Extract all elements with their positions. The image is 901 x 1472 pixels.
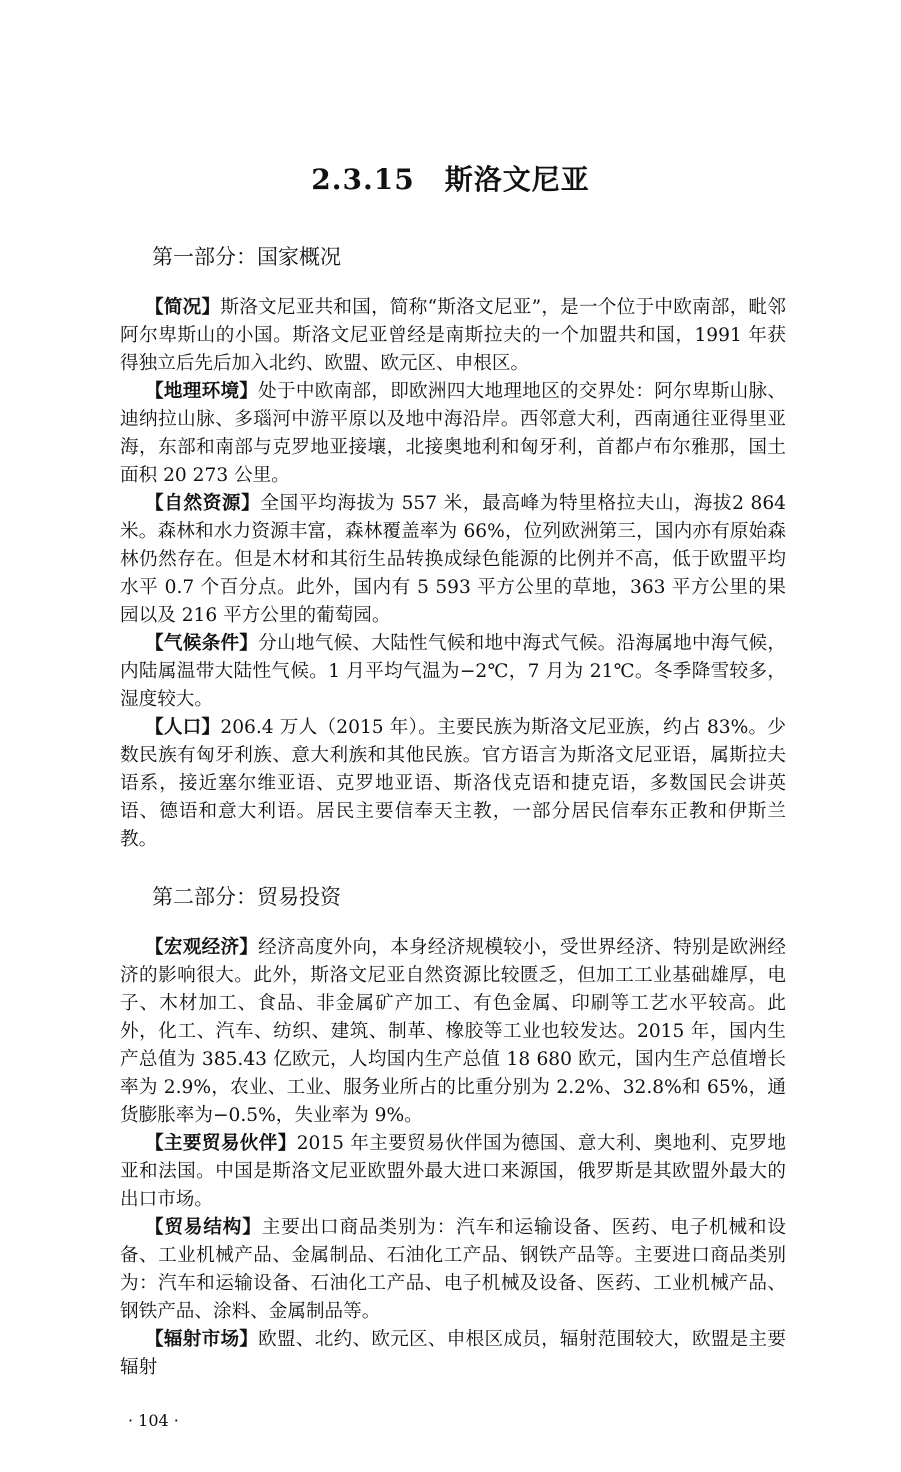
part1-body: [120, 294, 786, 854]
paragraph-trade-structure: [120, 1214, 786, 1326]
section-number: 2.3.15: [311, 163, 415, 196]
paragraph-text: 206.4 万人（2015 年）。主要民族为斯洛文尼亚族，约占 83%。少数民族有匈牙利族、意大利族和其他民族。官方语言为斯洛文尼亚语，属斯拉夫语系，接近塞尔维亚语、克罗地亚语、斯洛伐克语和捷克语，多数国民会讲英语、德语和意大利语。居民主要信奉天主教，一部分居民信奉东正教和伊斯兰教。: [120, 717, 786, 850]
paragraph-text: 处于中欧南部，即欧洲四大地理地区的交界处：阿尔卑斯山脉、迪纳拉山脉、多瑙河中游平原以及地中海沿岸。西邻意大利，西南通往亚得里亚海，东部和南部与克罗地亚接壤，北接奥地利和匈牙利，首都卢布尔雅那，国土面积 20 273 公里。: [120, 381, 786, 486]
section-title: [0, 160, 901, 200]
paragraph-resources: [120, 490, 786, 630]
paragraph-climate: [120, 630, 786, 714]
paragraph-text: 分山地气候、大陆性气候和地中海式气候。沿海属地中海气候，内陆属温带大陆性气候。1 月平均气温为−2℃，7 月为 21℃。冬季降雪较多，湿度较大。: [120, 633, 786, 710]
paragraph-text: 主要出口商品类别为：汽车和运输设备、医药、电子机械和设备、工业机械产品、金属制品、石油化工产品、钢铁产品等。主要进口商品类别为：汽车和运输设备、石油化工产品、电子机械及设备、医药、工业机械产品、钢铁产品、涂料、金属制品等。: [120, 1217, 786, 1322]
paragraph-text: 欧盟、北约、欧元区、申根区成员，辐射范围较大，欧盟是主要辐射: [120, 1329, 786, 1378]
paragraph-label: 【自然资源】: [145, 493, 261, 514]
paragraph-text: 2015 年主要贸易伙伴国为德国、意大利、奥地利、克罗地亚和法国。中国是斯洛文尼亚欧盟外最大进口来源国，俄罗斯是其欧盟外最大的出口市场。: [120, 1133, 786, 1210]
paragraph-text: 全国平均海拔为 557 米，最高峰为特里格拉夫山，海拔2 864米。森林和水力资源丰富，森林覆盖率为 66%，位列欧洲第三，国内亦有原始森林仍然存在。但是木材和其衍生品转换成绿色能源的比例并不高，低于欧盟平均水平 0.7 个百分点。此外，国内有 5 593 平方公里的草地，363 平方公里的果园以及 216 平方公里的葡萄园。: [120, 493, 786, 626]
paragraph-macro-economy: [120, 934, 786, 1130]
paragraph-label: 【主要贸易伙伴】: [145, 1133, 297, 1154]
paragraph-label: 【人口】: [145, 717, 221, 738]
paragraph-population: [120, 714, 786, 854]
part2-heading: 第二部分：贸易投资: [152, 885, 341, 909]
part1-heading: 第一部分：国家概况: [152, 245, 341, 269]
paragraph-trade-partners: [120, 1130, 786, 1214]
paragraph-label: 【辐射市场】: [145, 1329, 259, 1350]
paragraph-text: 斯洛文尼亚共和国，简称“斯洛文尼亚”，是一个位于中欧南部，毗邻阿尔卑斯山的小国。斯洛文尼亚曾经是南斯拉夫的一个加盟共和国，1991 年获得独立后先后加入北约、欧盟、欧元区、申根区。: [120, 297, 786, 374]
paragraph-label: 【简况】: [145, 297, 221, 318]
part2-body: [120, 934, 786, 1382]
paragraph-text: 经济高度外向，本身经济规模较小，受世界经济、特别是欧洲经济的影响很大。此外，斯洛文尼亚自然资源比较匮乏，但加工工业基础雄厚，电子、木材加工、食品、非金属矿产加工、有色金属、印刷等工艺水平较高。此外，化工、汽车、纺织、建筑、制革、橡胶等工业也较发达。2015 年，国内生产总值为 385.43 亿欧元，人均国内生产总值 18 680 欧元，国内生产总值增长率为 2.9%，农业、工业、服务业所占的比重分别为 2.2%、32.8%和 65%，通货膨胀率为−0.5%，失业率为 9%。: [120, 937, 786, 1126]
paragraph-geography: [120, 378, 786, 490]
paragraph-radiating-market: [120, 1326, 786, 1382]
section-title-text: 斯洛文尼亚: [444, 163, 590, 196]
paragraph-label: 【贸易结构】: [145, 1217, 262, 1238]
page-number: · 104 ·: [128, 1411, 179, 1430]
paragraph-label: 【宏观经济】: [145, 937, 259, 958]
paragraph-label: 【地理环境】: [145, 381, 259, 402]
paragraph-overview: [120, 294, 786, 378]
paragraph-label: 【气候条件】: [145, 633, 259, 654]
